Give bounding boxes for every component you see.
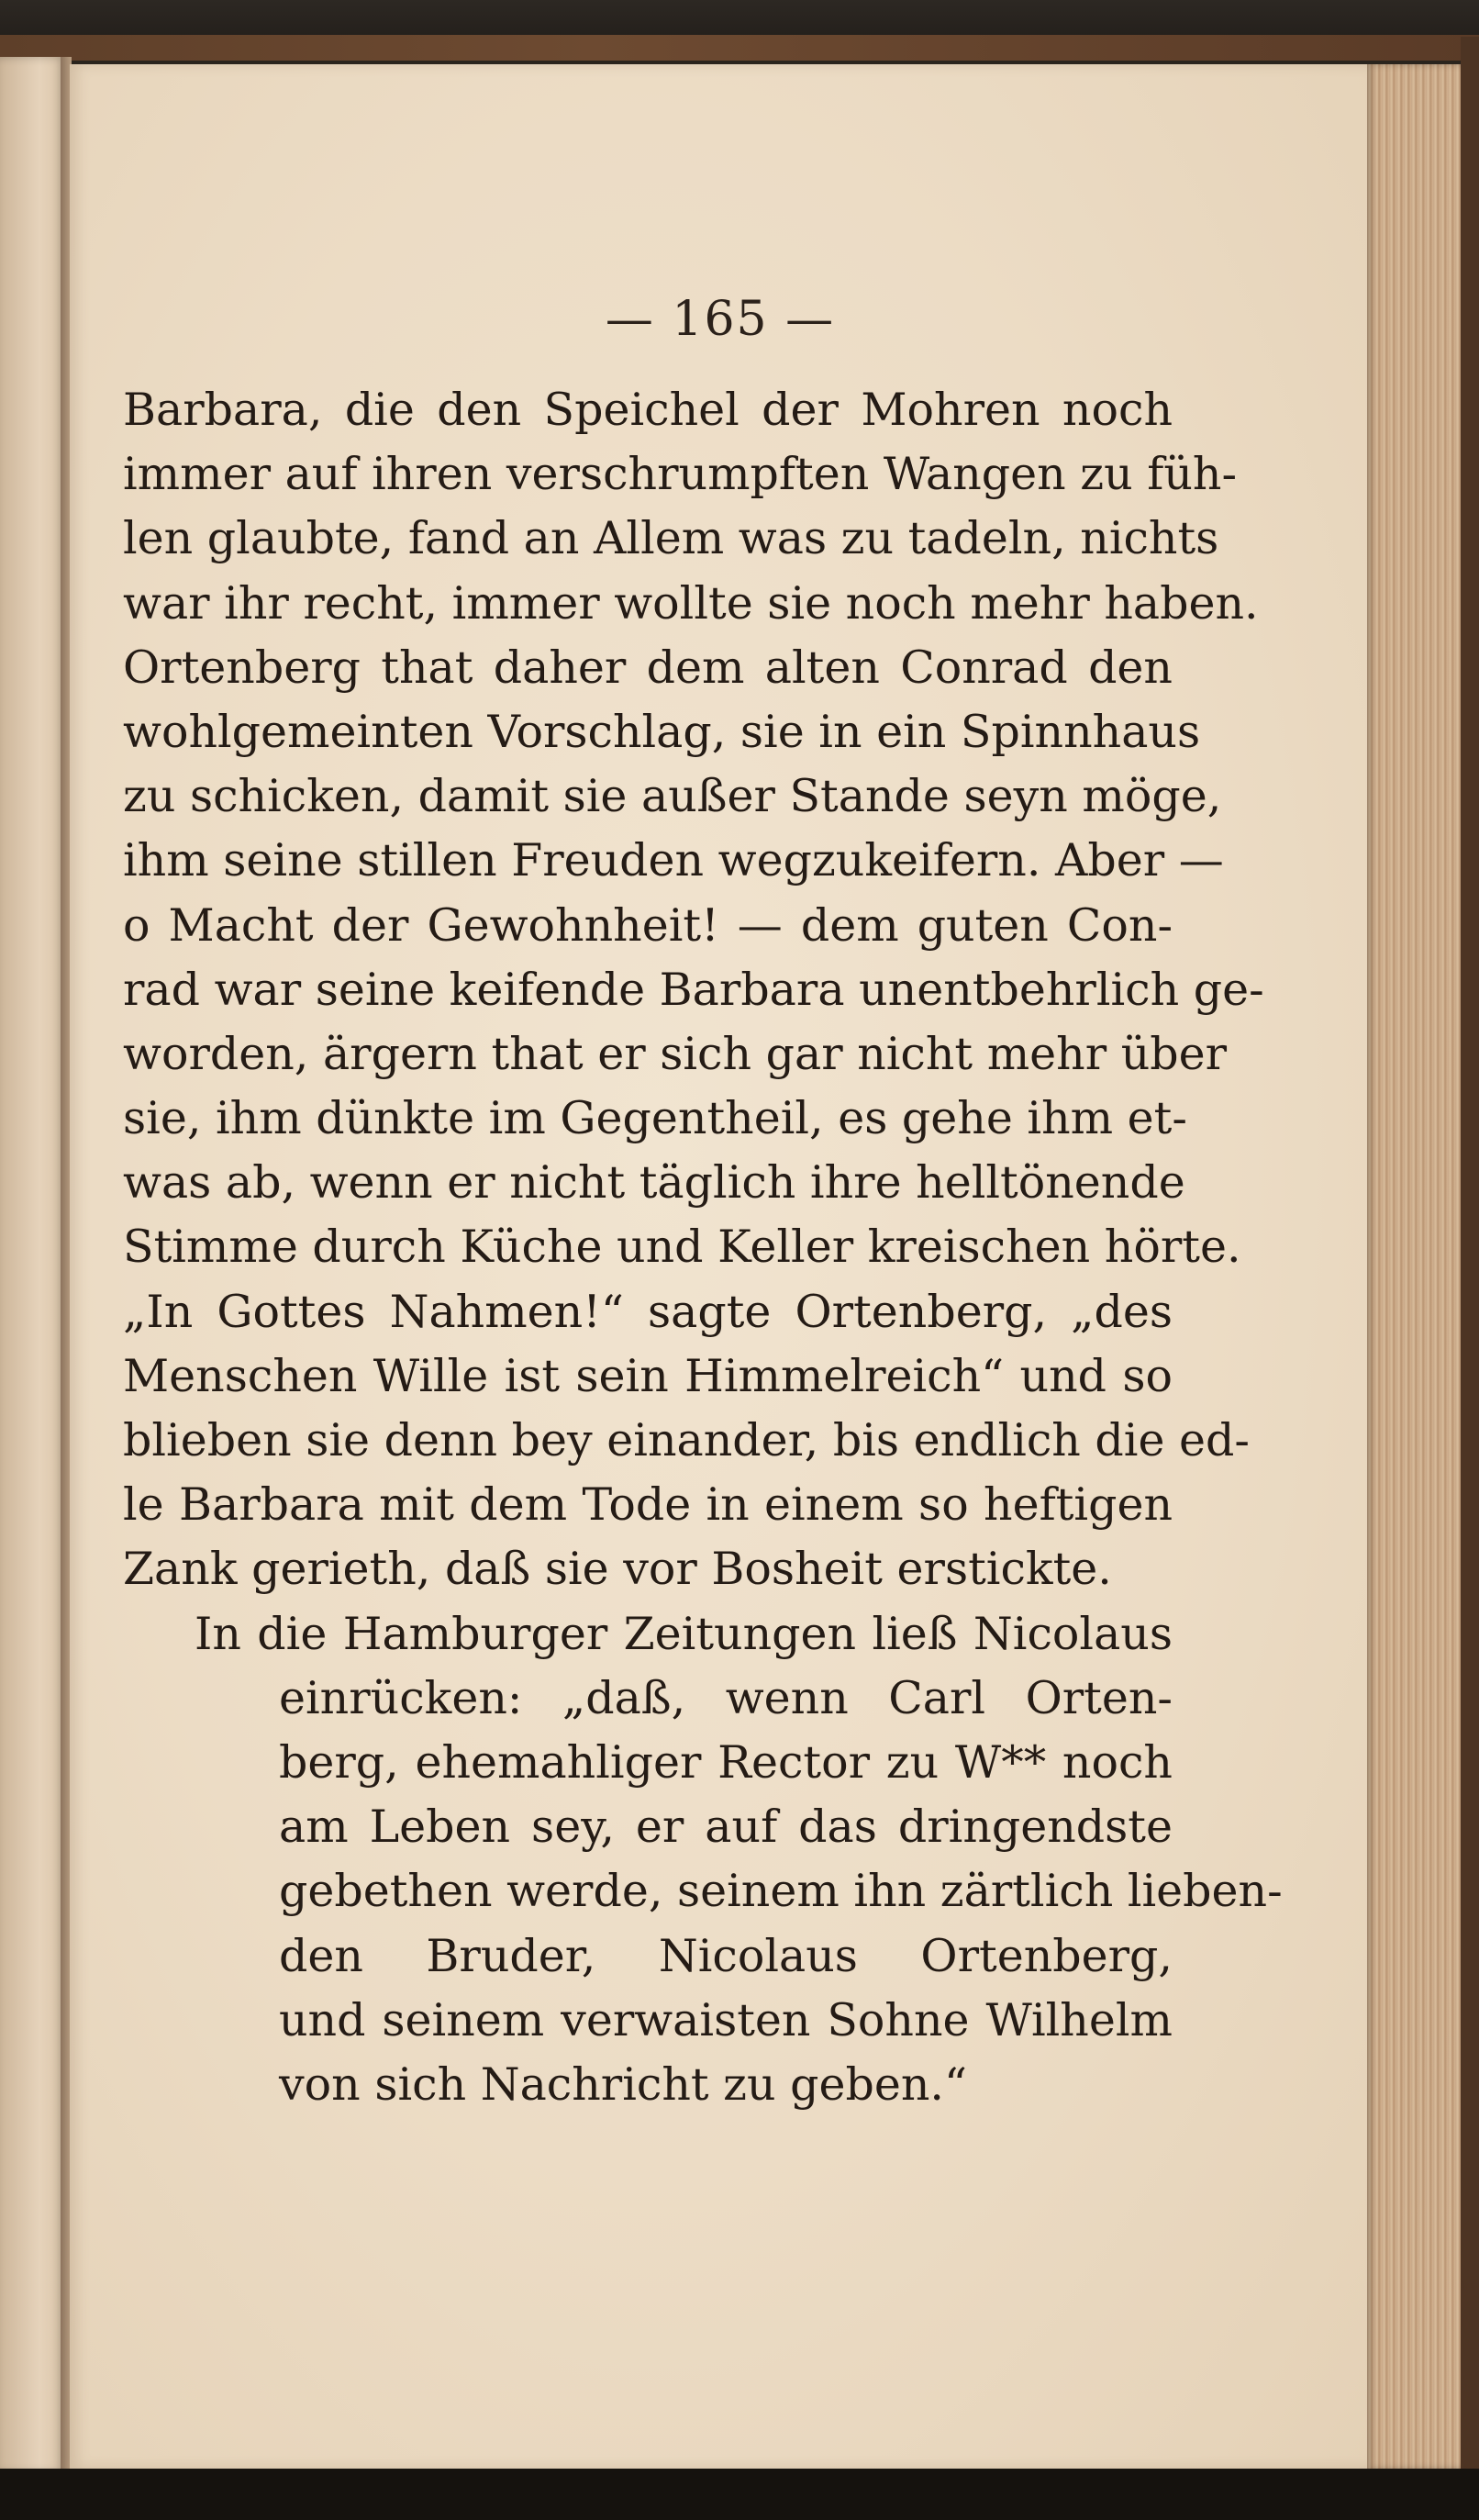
page-stack-edges [1367, 64, 1462, 2469]
text-line: Barbara, die den Speichel der Mohren noch [123, 384, 1173, 436]
quoted-notice [123, 1667, 1283, 2117]
text-line: was ab, wenn er nicht täglich ihre helltönende [123, 1156, 1185, 1210]
text-line: blieben sie denn bey einander, bis endlich die ed- [123, 1414, 1250, 1466]
text-line: le Barbara mit dem Tode in einem so heftigen [123, 1478, 1173, 1532]
text-line: zu schicken, damit sie außer Stande seyn möge, [123, 770, 1222, 823]
previous-page-edge [0, 57, 66, 2472]
text-line: und seinem verwaisten Sohne Wilhelm [279, 1993, 1173, 2046]
text-line: berg, ehemahliger Rector zu W** noch [279, 1735, 1173, 1789]
text-line: war ihr recht, immer wollte sie noch mehr haben. [123, 576, 1259, 630]
book-cover-top-edge [0, 35, 1479, 61]
bottom-shadow [0, 2469, 1479, 2520]
page-number: — 165 — [605, 292, 836, 347]
text-line: sie, ihm dünkte im Gegentheil, es gehe ihm et- [123, 1092, 1187, 1145]
text-line: In die Hamburger Zeitungen ließ Nicolaus [195, 1607, 1173, 1660]
text-line: worden, ärgern that er sich gar nicht mehr über [123, 1027, 1228, 1080]
book-cover-right-edge [1461, 37, 1479, 2478]
text-line: ihm seine stillen Freuden wegzukeifern. Aber — [123, 834, 1224, 887]
text-line: immer auf ihren verschrumpften Wangen zu füh- [123, 448, 1238, 501]
text-line: o Macht der Gewohnheit! — dem guten Con- [123, 898, 1173, 952]
text-line: einrücken: „daß, wenn Carl Orten- [279, 1671, 1173, 1724]
text-line: Menschen Wille ist sein Himmelreich“ und so [123, 1349, 1173, 1402]
text-line: den Bruder, Nicolaus Ortenberg, [279, 1929, 1173, 1982]
paragraph-2 [123, 1602, 1283, 2118]
text-line: „In Gottes Nahmen!“ sagte Ortenberg, „des [123, 1285, 1173, 1338]
text-line: rad war seine keifende Barbara unentbehrlich ge- [123, 963, 1264, 1016]
text-line: Zank gerieth, daß sie vor Bosheit erstickte. [123, 1543, 1112, 1596]
page-text [123, 378, 1283, 2117]
text-line: Stimme durch Küche und Keller kreischen hörte. [123, 1221, 1241, 1274]
text-line: von sich Nachricht zu geben.“ [279, 2057, 968, 2111]
text-line: am Leben sey, er auf das dringendste [279, 1801, 1173, 1854]
text-line: wohlgemeinten Vorschlag, sie in ein Spinnhaus [123, 705, 1201, 758]
text-line: len glaubte, fand an Allem was zu tadeln, nichts [123, 512, 1219, 565]
text-line: Ortenberg that daher dem alten Conrad den [123, 641, 1173, 694]
paragraph-1 [123, 378, 1264, 1602]
text-line: gebethen werde, seinem ihn zärtlich lieben- [279, 1865, 1283, 1918]
